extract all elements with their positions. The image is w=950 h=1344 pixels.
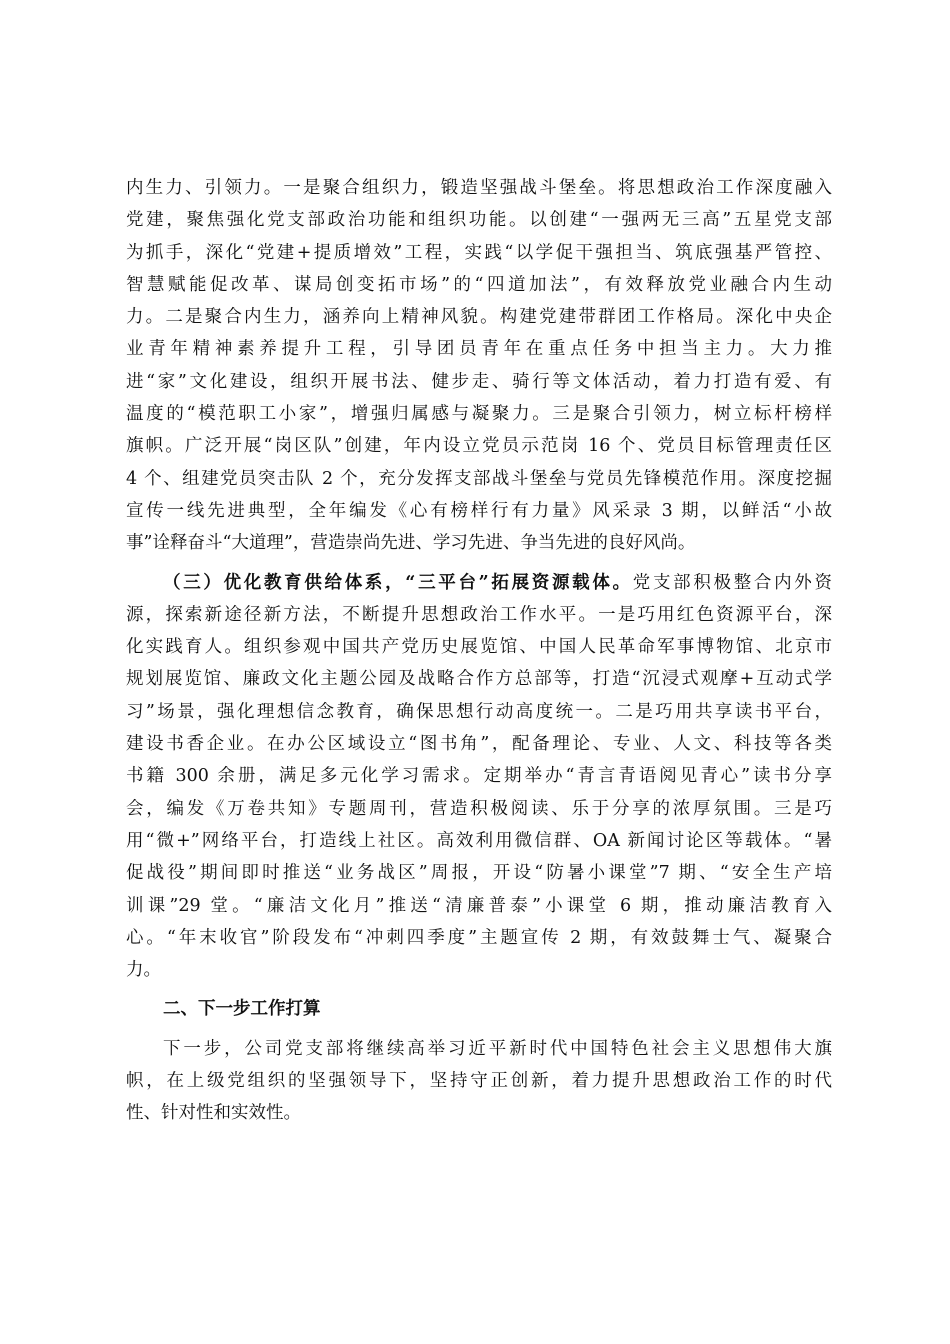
- text-line: 事”诠释奋斗“大道理”，营造崇尚先进、学习先进、争当先进的良好风尚。: [126, 533, 696, 554]
- text-line: 智慧赋能促改革、谋局创变拓市场”的“四道加法”，有效释放党业融合内生动: [126, 274, 832, 295]
- text-line: 力。: [126, 960, 161, 981]
- text-line: 建设书香企业。在办公区域设立“图书角”，配备理论、专业、人文、科技等各类: [126, 734, 832, 755]
- document-body: [126, 172, 832, 1130]
- text-line: 促战役”期间即时推送“业务战区”周报，开设“防暑小课堂”7 期、“安全生产培: [126, 863, 832, 884]
- paragraph-organization-power: [126, 172, 832, 560]
- text-line: 业青年精神素养提升工程，引导团员青年在重点任务中担当主力。大力推: [126, 339, 832, 360]
- subsection-heading: （三）优化教育供给体系，“三平台”拓展资源载体。: [163, 572, 633, 593]
- text-line: 心。“年末收官”阶段发布“冲刺四季度”主题宣传 2 期，有效鼓舞士气、凝聚合: [126, 927, 832, 948]
- text-line: 下一步，公司党支部将继续高举习近平新时代中国特色社会主义思想伟大旗: [163, 1038, 832, 1059]
- text-line: 帜，在上级党组织的坚强领导下，坚持守正创新，着力提升思想政治工作的时代: [126, 1071, 832, 1092]
- text-line: 性、针对性和实效性。: [126, 1103, 301, 1124]
- paragraph-education-supply: [126, 567, 832, 987]
- text-line: 4 个、组建党员突击队 2 个，充分发挥支部战斗堡垒与党员先锋模范作用。深度挖掘: [126, 468, 832, 489]
- text-line: 为抓手，深化“党建+提质增效”工程，实践“以学促干强担当、筑底强基严管控、: [126, 242, 832, 263]
- text-line: 书籍 300 余册，满足多元化学习需求。定期举办“青言青语阅见青心”读书分享: [126, 766, 832, 787]
- text-line: [126, 567, 832, 599]
- section-title: 二、下一步工作打算: [163, 999, 321, 1020]
- text-line: 会，编发《万卷共知》专题周刊，营造积极阅读、乐于分享的浓厚氛围。三是巧: [126, 798, 832, 819]
- text-line: 旗帜。广泛开展“岗区队”创建，年内设立党员示范岗 16 个、党员目标管理责任区: [126, 436, 832, 457]
- text-run: 党支部积极整合内外资: [632, 572, 832, 593]
- text-line: 用“微+”网络平台，打造线上社区。高效利用微信群、OA 新闻讨论区等载体。“暑: [126, 830, 832, 851]
- text-line: 党建，聚焦强化党支部政治功能和组织功能。以创建“一强两无三高”五星党支部: [126, 210, 832, 231]
- text-line: 温度的“模范职工小家”，增强归属感与凝聚力。三是聚合引领力，树立标杆榜样: [126, 404, 832, 425]
- text-line: 进“家”文化建设，组织开展书法、健步走、骑行等文体活动，着力打造有爱、有: [126, 371, 832, 392]
- text-line: 内生力、引领力。一是聚合组织力，锻造坚强战斗堡垒。将思想政治工作深度融入: [126, 178, 832, 198]
- text-line: 宣传一线先进典型，全年编发《心有榜样行有力量》风采录 3 期，以鲜活“小故: [126, 500, 832, 521]
- text-line: 习”场景，强化理想信念教育，确保思想行动高度统一。二是巧用共享读书平台，: [126, 701, 832, 722]
- text-line: 训课”29 堂。“廉洁文化月”推送“清廉普泰”小课堂 6 期，推动廉洁教育入: [126, 895, 832, 916]
- paragraph-next-steps: [126, 1033, 832, 1130]
- text-line: 源，探索新途径新方法，不断提升思想政治工作水平。一是巧用红色资源平台，深: [126, 604, 832, 625]
- text-line: 规划展览馆、廉政文化主题公园及战略合作方总部等，打造“沉浸式观摩+互动式学: [126, 669, 832, 690]
- text-line: 化实践育人。组织参观中国共产党历史展览馆、中国人民革命军事博物馆、北京市: [126, 637, 832, 658]
- text-line: 力。二是聚合内生力，涵养向上精神风貌。构建党建带群团工作格局。深化中央企: [126, 307, 832, 328]
